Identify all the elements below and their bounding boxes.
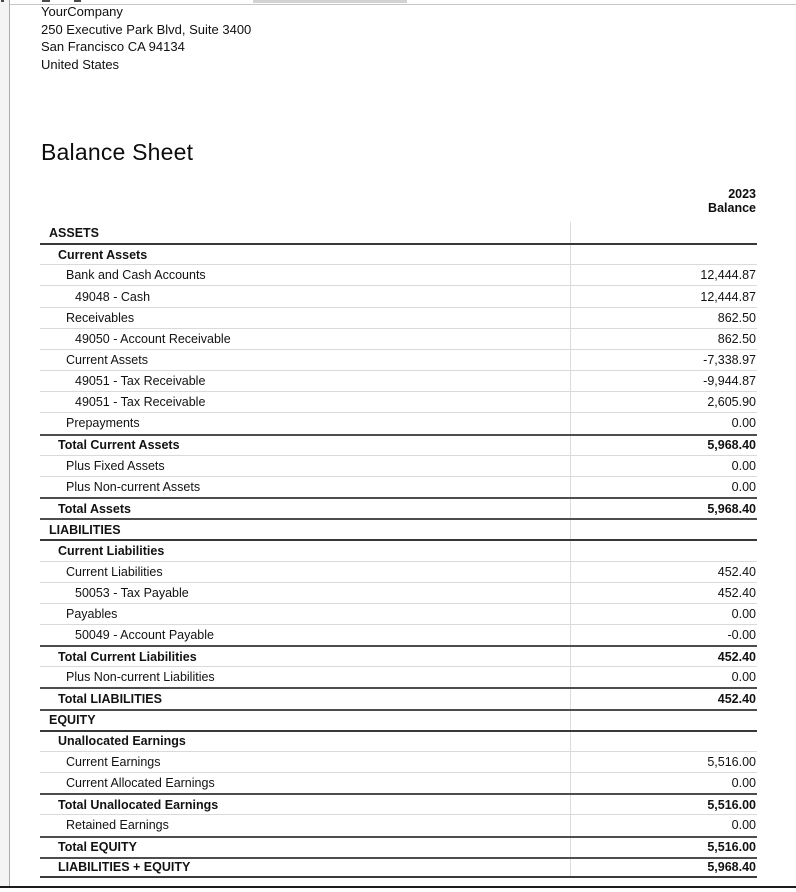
table-row xyxy=(40,539,757,560)
table-row xyxy=(40,285,757,306)
row-label: Current Earnings xyxy=(66,754,161,769)
row-label: Retained Earnings xyxy=(66,818,169,833)
table-row xyxy=(40,412,757,433)
row-label: Current Liabilities xyxy=(66,564,163,579)
row-value: 5,516.00 xyxy=(570,752,757,772)
row-label: Plus Non-current Assets xyxy=(66,479,201,494)
table-row xyxy=(40,645,757,666)
table-row xyxy=(40,730,757,751)
table-row xyxy=(40,772,757,793)
table-row xyxy=(40,264,757,285)
row-value xyxy=(570,520,757,539)
row-label: LIABILITIES xyxy=(49,522,121,537)
page-left-gutter xyxy=(0,0,10,886)
table-row xyxy=(40,349,757,370)
row-value: -9,944.87 xyxy=(570,371,757,391)
row-label: Unallocated Earnings xyxy=(58,734,186,749)
row-value: 862.50 xyxy=(570,329,757,349)
table-row xyxy=(40,582,757,603)
table-row xyxy=(40,709,757,730)
row-value: 452.40 xyxy=(570,689,757,708)
row-value: 5,516.00 xyxy=(570,795,757,814)
row-label: ASSETS xyxy=(49,225,100,240)
table-row xyxy=(40,793,757,814)
table-row xyxy=(40,518,757,539)
company-name: YourCompany xyxy=(41,4,123,19)
row-value: 12,444.87 xyxy=(570,286,757,306)
row-value: 0.00 xyxy=(570,815,757,835)
table-row xyxy=(40,751,757,772)
row-label: Current Assets xyxy=(58,247,148,262)
row-label: 50053 - Tax Payable xyxy=(75,585,189,600)
row-label: Receivables xyxy=(66,310,135,325)
table-row xyxy=(40,307,757,328)
row-label: Plus Fixed Assets xyxy=(66,458,165,473)
row-label: Total Current Liabilities xyxy=(58,649,197,664)
row-value xyxy=(570,541,757,560)
column-header-label: Balance xyxy=(708,201,756,215)
row-value: 5,968.40 xyxy=(570,859,757,876)
table-row xyxy=(40,434,757,455)
table-row xyxy=(40,222,757,243)
company-address-line: 250 Executive Park Blvd, Suite 3400 xyxy=(41,21,252,37)
company-address-block xyxy=(41,3,251,73)
balance-column-header xyxy=(40,187,757,215)
table-row xyxy=(40,476,757,497)
top-edge-fragment xyxy=(74,0,81,2)
row-value xyxy=(570,732,757,751)
table-row xyxy=(40,391,757,412)
row-label: Total Current Assets xyxy=(58,438,180,453)
table-row xyxy=(40,687,757,708)
row-label: LIABILITIES + EQUITY xyxy=(58,860,191,875)
row-value: 0.00 xyxy=(570,604,757,624)
row-label: 49051 - Tax Receivable xyxy=(75,374,206,389)
table-row xyxy=(40,814,757,835)
page-bottom-divider xyxy=(0,886,796,888)
column-header-year: 2023 xyxy=(728,187,756,201)
table-row xyxy=(40,624,757,645)
table-row xyxy=(40,243,757,264)
row-label: Current Liabilities xyxy=(58,543,165,558)
row-value xyxy=(570,711,757,730)
row-value: 5,968.40 xyxy=(570,436,757,455)
row-value xyxy=(570,245,757,264)
table-row xyxy=(40,603,757,624)
row-label: Total LIABILITIES xyxy=(58,692,162,707)
row-value: 0.00 xyxy=(570,773,757,793)
company-address-line: San Francisco CA 94134 xyxy=(41,39,185,55)
top-edge-fragment xyxy=(42,0,50,2)
row-label: Current Assets xyxy=(66,353,148,368)
top-edge-fragment xyxy=(1,0,4,2)
row-label: 49048 - Cash xyxy=(75,289,151,304)
row-label: Current Allocated Earnings xyxy=(66,776,215,791)
row-value: -7,338.97 xyxy=(570,350,757,370)
row-value: 452.40 xyxy=(570,562,757,582)
row-value: 0.00 xyxy=(570,456,757,476)
row-label: Total EQUITY xyxy=(58,840,137,855)
table-row xyxy=(40,561,757,582)
row-value: 452.40 xyxy=(570,583,757,603)
row-value: 0.00 xyxy=(570,413,757,433)
row-label: EQUITY xyxy=(49,713,96,728)
table-row xyxy=(40,857,757,878)
row-value: 5,968.40 xyxy=(570,499,757,518)
horizontal-scrollbar-thumb[interactable] xyxy=(253,0,407,3)
row-label: 50049 - Account Payable xyxy=(75,628,214,643)
table-row xyxy=(40,836,757,857)
row-value: 5,516.00 xyxy=(570,838,757,857)
table-row xyxy=(40,666,757,687)
row-value: 12,444.87 xyxy=(570,265,757,285)
row-label: Payables xyxy=(66,606,118,621)
row-value: 452.40 xyxy=(570,647,757,666)
report-title: Balance Sheet xyxy=(41,139,194,165)
row-value: 0.00 xyxy=(570,477,757,497)
row-label: Total Unallocated Earnings xyxy=(58,797,219,812)
row-value: -0.00 xyxy=(570,625,757,645)
row-value: 2,605.90 xyxy=(570,392,757,412)
row-label: Bank and Cash Accounts xyxy=(66,268,206,283)
row-label: Plus Non-current Liabilities xyxy=(66,670,215,685)
table-row xyxy=(40,455,757,476)
row-value: 0.00 xyxy=(570,667,757,687)
row-label: Total Assets xyxy=(58,501,131,516)
row-label: Prepayments xyxy=(66,416,140,431)
company-address-line: United States xyxy=(41,56,120,72)
row-label: 49050 - Account Receivable xyxy=(75,331,231,346)
table-row xyxy=(40,370,757,391)
row-value xyxy=(570,222,757,243)
row-label: 49051 - Tax Receivable xyxy=(75,395,206,410)
row-value: 862.50 xyxy=(570,308,757,328)
table-row xyxy=(40,328,757,349)
balance-sheet-table xyxy=(40,222,757,878)
table-row xyxy=(40,497,757,518)
